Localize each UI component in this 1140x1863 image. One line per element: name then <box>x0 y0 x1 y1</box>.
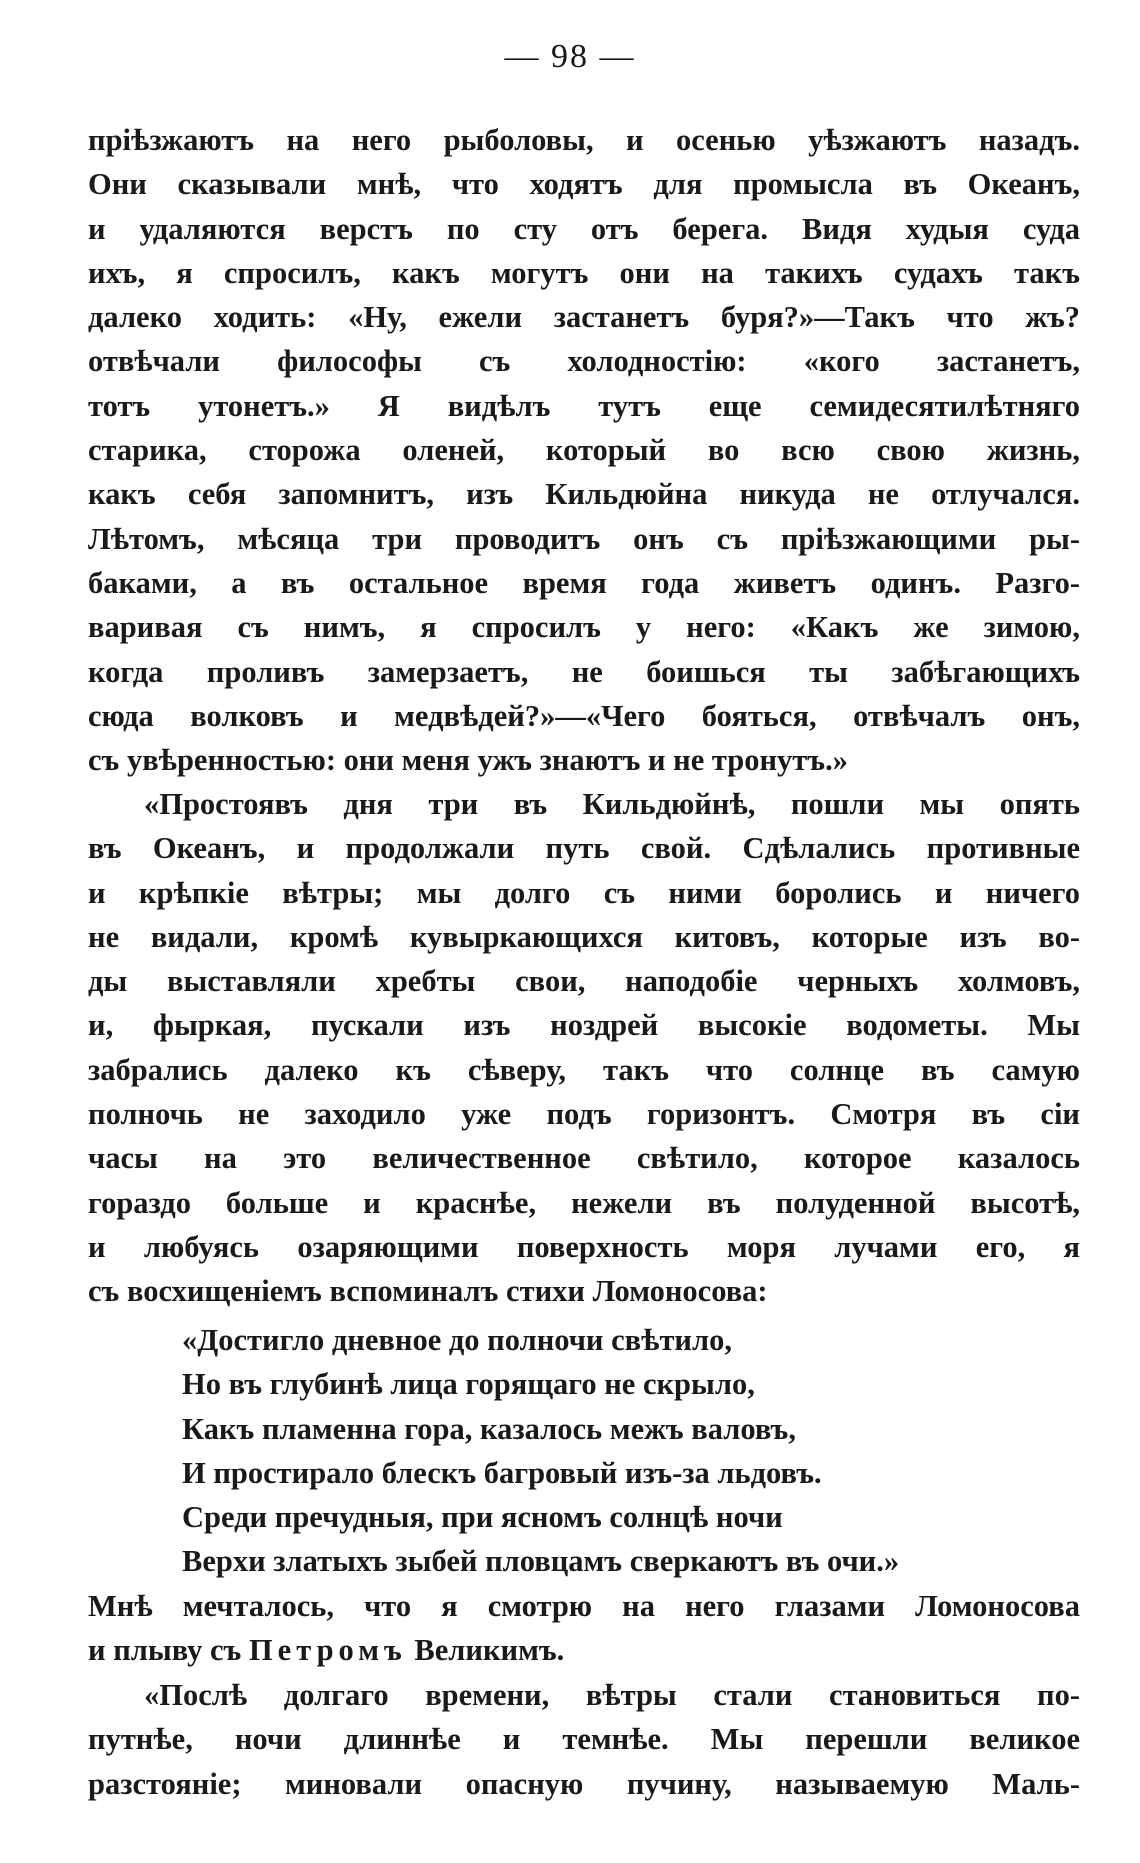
text-line: ихъ, я спросилъ, какъ могутъ они на такихъ судахъ такъ <box>88 255 1080 290</box>
text-line: отвѣчали философы съ холодностію: «кого застанетъ, <box>88 344 1080 379</box>
poem-quote <box>182 1318 899 1584</box>
text-line: варивая съ нимъ, я спросилъ у него: «Какъ же зимою, <box>88 610 1080 645</box>
text-line: баками, а въ остальное время года живетъ одинъ. Разго- <box>88 565 1080 600</box>
spaced-name: Петромъ <box>248 1633 407 1668</box>
text-line: гораздо больше и краснѣе, нежели въ полуденной высотѣ, <box>88 1185 1080 1220</box>
poem-line: Но въ глубинѣ лица горящаго не скрыло, <box>182 1367 755 1402</box>
text-line: «Простоявъ дня три въ Кильдюйнѣ, пошли мы опять <box>144 787 1080 821</box>
text-line: и любуясь озаряющими поверхность моря лучами его, я <box>88 1229 1080 1264</box>
text-line: Мнѣ мечталось, что я смотрю на него глазами Ломоносова <box>88 1589 1080 1623</box>
text-line: въ Океанъ, и продолжали путь свой. Сдѣлались противные <box>88 831 1080 866</box>
text-line: съ восхищеніемъ вспоминалъ стихи Ломоносова: <box>88 1274 768 1309</box>
text-line <box>88 1628 1080 1672</box>
text-line: когда проливъ замерзаетъ, не боишься ты забѣгающихъ <box>88 654 1080 689</box>
text-line: далеко ходить: «Ну, ежели застанетъ буря?»—Такъ что жъ? <box>88 300 1080 335</box>
text-line: сюда волковъ и медвѣдей?»—«Чего бояться, отвѣчалъ онъ, <box>88 698 1080 733</box>
text-line: старика, сторожа оленей, который во всю свою жизнь, <box>88 433 1080 468</box>
text-line: не видали, кромѣ кувыркающихся китовъ, которые изъ во- <box>88 919 1080 954</box>
text-line: разстояніе; миновали опасную пучину, называемую Маль- <box>88 1766 1080 1801</box>
text-line: ды выставляли хребты свои, наподобіе черныхъ холмовъ, <box>88 964 1080 999</box>
text-line: и, фыркая, пускали изъ ноздрей высокіе водометы. Мы <box>88 1008 1080 1043</box>
text-line: забрались далеко къ сѣверу, такъ что солнце въ самую <box>88 1052 1080 1087</box>
text-line: и удаляются верстъ по сту отъ берега. Видя худыя суда <box>88 211 1080 246</box>
text-fragment: и плыву съ <box>88 1633 242 1668</box>
poem-line: И простирало блескъ багровый изъ-за льдовъ. <box>182 1455 822 1490</box>
paragraph-2 <box>88 782 1080 1314</box>
paragraph-3 <box>88 1584 1080 1673</box>
text-line: съ увѣренностью: они меня ужъ знаютъ и не тронутъ.» <box>88 743 848 778</box>
text-line: «Послѣ долгаго времени, вѣтры стали становиться по- <box>144 1678 1080 1712</box>
text-line: путнѣе, ночи длиннѣе и темнѣе. Мы перешли великое <box>88 1722 1080 1757</box>
text-line: часы на это величественное свѣтило, которое казалось <box>88 1141 1080 1176</box>
poem-line: «Достигло дневное до полночи свѣтило, <box>182 1323 732 1357</box>
poem-line: Какъ пламенна гора, казалось межъ валовъ, <box>182 1411 796 1446</box>
text-line: и крѣпкіе вѣтры; мы долго съ ними боролись и ничего <box>88 875 1080 910</box>
poem-line: Верхи златыхъ зыбей пловцамъ сверкаютъ въ очи.» <box>182 1544 900 1579</box>
text-fragment: Великимъ. <box>414 1633 565 1668</box>
text-line: Они сказывали мнѣ, что ходятъ для промысла въ Океанъ, <box>88 167 1080 202</box>
text-line: тотъ утонетъ.» Я видѣлъ тутъ еще семидесятилѣтняго <box>88 388 1080 423</box>
page-number: — 98 — <box>504 38 636 75</box>
paragraph-4 <box>88 1673 1080 1806</box>
poem-line: Среди пречудныя, при ясномъ солнцѣ ночи <box>182 1500 783 1535</box>
paragraph-1 <box>88 118 1080 782</box>
text-line: пріѣзжаютъ на него рыболовы, и осенью уѣзжаютъ назадъ. <box>88 123 1080 157</box>
text-line: Лѣтомъ, мѣсяца три проводитъ онъ съ пріѣзжающими ры- <box>88 521 1080 556</box>
text-line: полночь не заходило уже подъ горизонтъ. Смотря въ сіи <box>88 1097 1080 1132</box>
text-line: какъ себя запомнитъ, изъ Кильдюйна никуда не отлучался. <box>88 477 1080 512</box>
